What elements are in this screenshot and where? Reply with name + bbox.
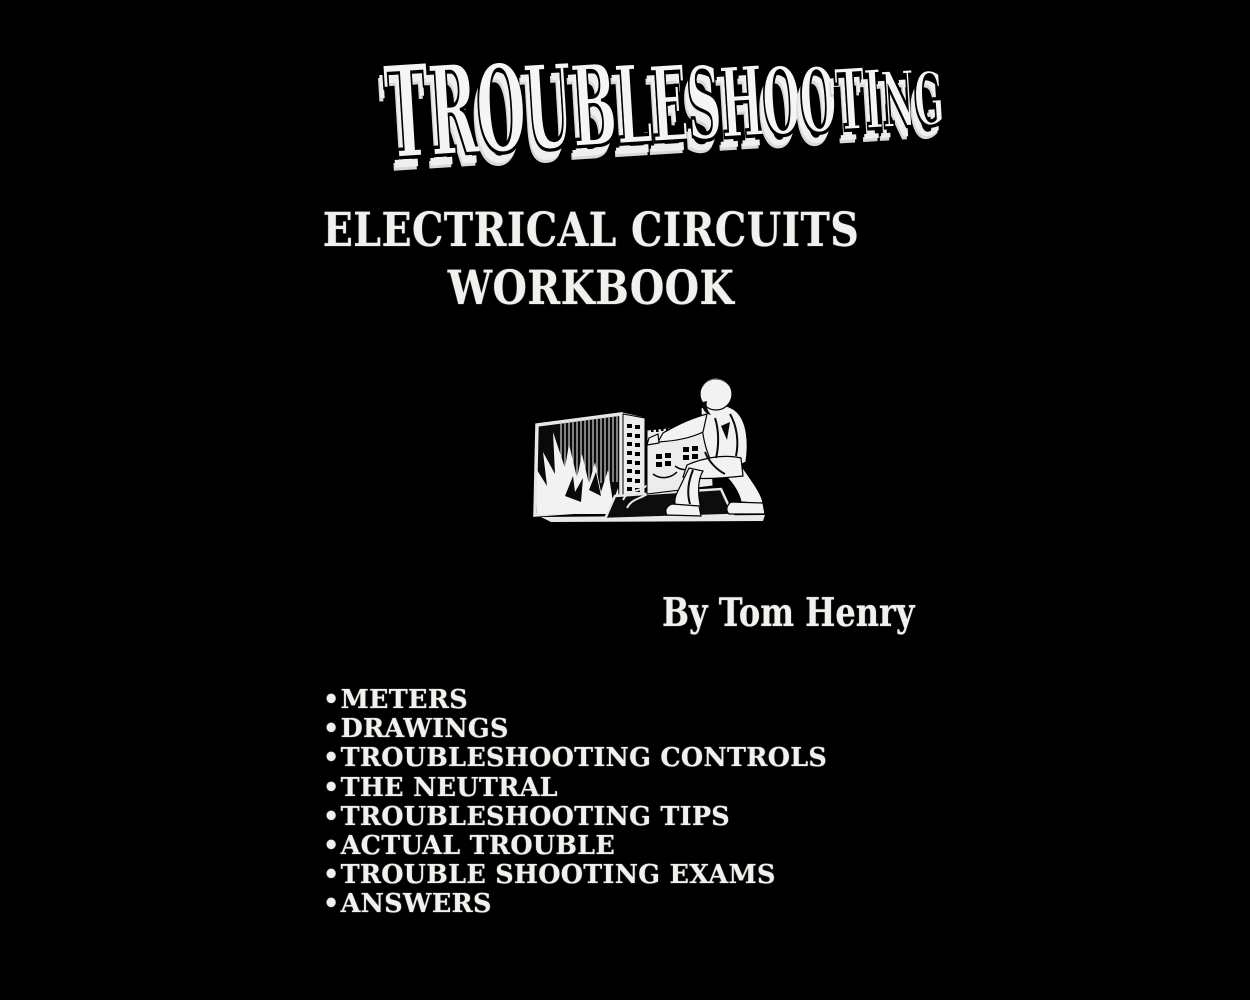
bullet-icon: • [323, 772, 340, 803]
subtitle-line-2: WORKBOOK [447, 261, 735, 316]
bullet-icon: • [323, 801, 340, 832]
bullet-icon: • [323, 714, 340, 745]
title-letter: N [878, 53, 917, 147]
topic-item [323, 803, 827, 832]
title-letter: L [611, 40, 655, 170]
title-letter: O [796, 47, 839, 155]
title-letter: R [424, 36, 481, 186]
title-letter: S [683, 42, 724, 164]
title-letter: B [567, 38, 620, 174]
topic-label: ACTUAL TROUBLE [340, 831, 616, 862]
topic-label: TROUBLESHOOTING CONTROLS [340, 743, 828, 774]
title-letter: H [716, 44, 766, 161]
topic-label: DRAWINGS [340, 714, 509, 745]
topic-item [323, 774, 827, 803]
title-letter: I [861, 51, 885, 149]
title-letter: O [472, 37, 530, 182]
title-letter: U [520, 38, 576, 178]
book-subtitle [300, 202, 881, 318]
bullet-icon: • [323, 685, 340, 715]
title-letter: E [646, 41, 691, 167]
book-title [380, 16, 946, 189]
topic-item [323, 832, 827, 861]
topic-label: ANSWERS [340, 889, 492, 920]
bullet-icon: • [323, 743, 340, 774]
author-byline: By Tom Henry [662, 590, 915, 636]
burning-panel-illustration-icon [525, 368, 775, 528]
topic-label: TROUBLE SHOOTING EXAMS [340, 860, 776, 891]
title-letter: G [911, 56, 946, 144]
topics-list [323, 686, 827, 920]
topic-item [323, 861, 827, 890]
bullet-icon: • [323, 889, 340, 920]
title-letter: T [832, 49, 868, 152]
topic-label: TROUBLESHOOTING TIPS [340, 801, 730, 832]
topic-label: METERS [340, 685, 468, 715]
subtitle-line-1: ELECTRICAL CIRCUITS [322, 203, 860, 258]
topic-item [323, 686, 827, 715]
title-letter: T [380, 36, 434, 189]
topic-item [323, 890, 827, 919]
topic-item [323, 715, 827, 744]
title-letter: O [759, 44, 804, 157]
bullet-icon: • [323, 831, 340, 862]
topic-item [323, 744, 827, 773]
topic-label: THE NEUTRAL [340, 772, 558, 803]
bullet-icon: • [323, 860, 340, 891]
